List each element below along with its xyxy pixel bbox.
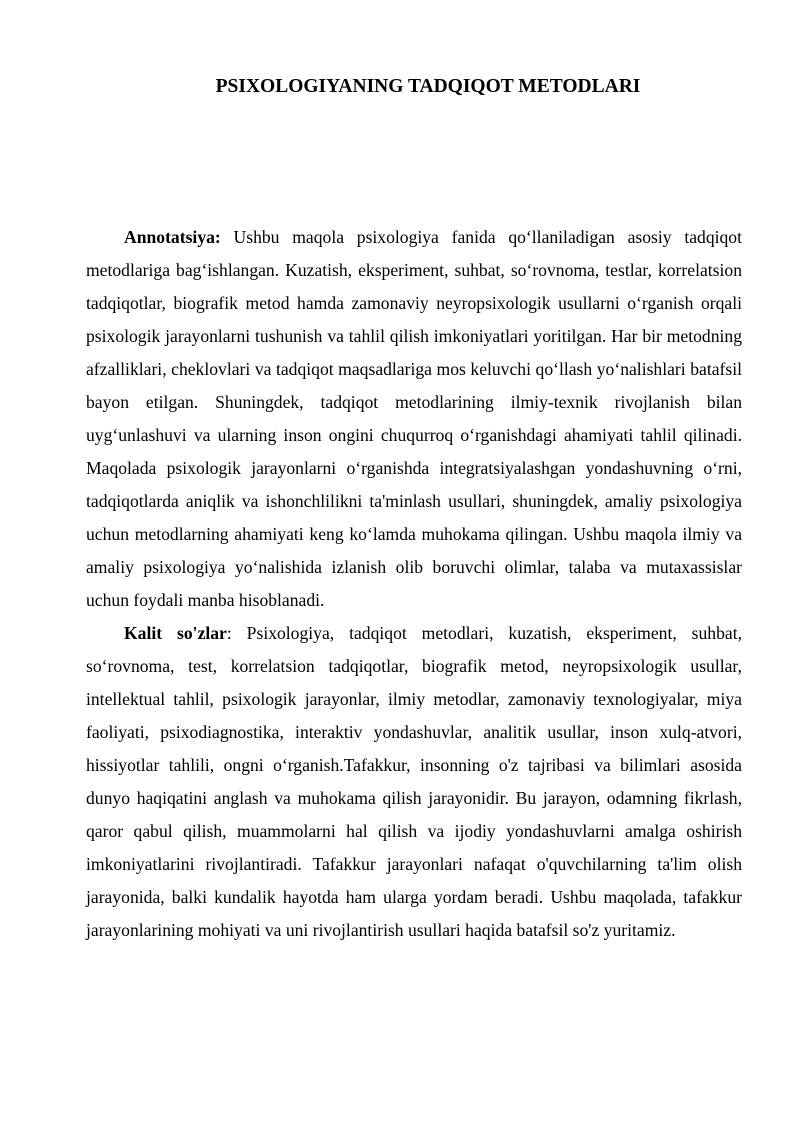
abstract-paragraph [86, 221, 742, 617]
document-title: PSIXOLOGIYANING TADQIQOT METODLARI [215, 76, 641, 97]
document-body [86, 221, 742, 947]
keywords-paragraph [86, 617, 742, 947]
keywords-text: : Psixologiya, tadqiqot metodlari, kuzatish, eksperiment, suhbat, so‘rovnoma, test, korrelatsion tadqiqotlar, biografik metod, neyropsixologik usullar, intellektual tahlil, psixologik jarayonlar, ilmiy metodlar, zamonaviy texnologiyalar, miya faoliyati, psixodiagnostika, interaktiv yondashuvlar, analitik usullar, inson xulq-atvori, hissiyotlar tahlili, ongni o‘rganish.Tafakkur, insonning o'z tajribasi va bilimlari asosida dunyo haqiqatini anglash va muhokama qilish jarayonidir. Bu jarayon, odamning fikrlash, qaror qabul qilish, muammolarni hal qilish va ijodiy yondashuvlarni amalga oshirish imkoniyatlarini rivojlantiradi. Tafakkur jarayonlari nafaqat o'quvchilarning ta'lim olish jarayonida, balki kundalik hayotda ham ularga yordam beradi. Ushbu maqolada, tafakkur jarayonlarining mohiyati va uni rivojlantirish usullari haqida batafsil so'z yuritamiz. [86, 623, 742, 940]
abstract-label: Annotatsiya: [124, 227, 221, 247]
abstract-text: Ushbu maqola psixologiya fanida qo‘llaniladigan asosiy tadqiqot metodlariga bag‘ishlangan. Kuzatish, eksperiment, suhbat, so‘rovnoma, testlar, korrelatsion tadqiqotlar, biografik metod hamda zamonaviy neyropsixologik usullarni o‘rganish orqali psixologik jarayonlarni tushunish va tahlil qilish imkoniyatlari yoritilgan. Har bir metodning afzalliklari, cheklovlari va tadqiqot maqsadlariga mos keluvchi qo‘llash yo‘nalishlari batafsil bayon etilgan. Shuningdek, tadqiqot metodlarining ilmiy-texnik rivojlanish bilan uyg‘unlashuvi va ularning inson ongini chuqurroq o‘rganishdagi ahamiyati tahlil qilinadi. Maqolada psixologik jarayonlarni o‘rganishda integratsiyalashgan yondashuvning o‘rni, tadqiqotlarda aniqlik va ishonchlilikni ta'minlash usullari, shuningdek, amaliy psixologiya uchun metodlarning ahamiyati keng ko‘lamda muhokama qilingan. Ushbu maqola ilmiy va amaliy psixologiya yo‘nalishida izlanish olib boruvchi olimlar, talaba va mutaxassislar uchun foydali manba hisoblanadi. [86, 227, 742, 610]
keywords-label: Kalit so'zlar [124, 623, 227, 643]
